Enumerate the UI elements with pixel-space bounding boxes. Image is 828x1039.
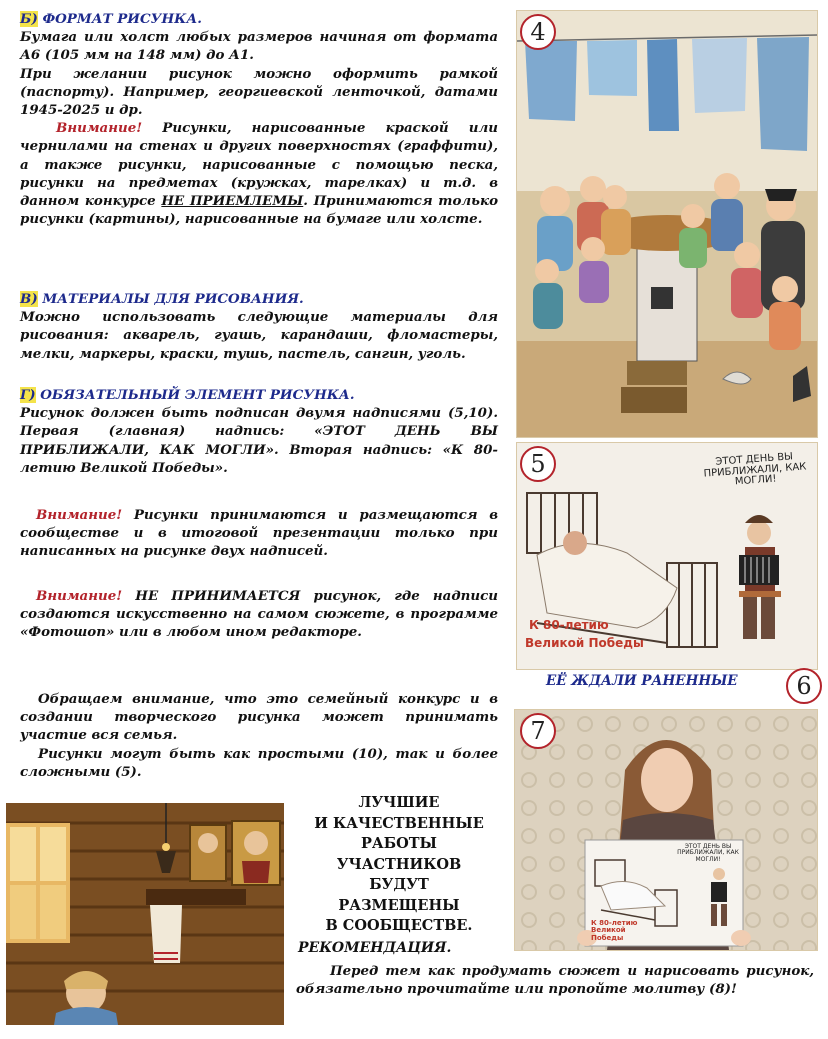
family-note-p1: Обращаем внимание, что это семейный конкурс и в создании творческого рисунка может принимать участие вся семья.: [20, 691, 498, 744]
section-v-heading: [20, 290, 498, 308]
figure-8-painting: [6, 803, 284, 1025]
section-b-paper-size: Бумага или холст любых размеров начиная от формата А6 (105 мм на 148 мм) до А1.: [20, 29, 498, 64]
section-b-frame-note: При желании рисунок можно оформить рамкой (паспорту). Например, георгиевской ленточкой, датами 1945-2025 и др.: [20, 65, 498, 119]
section-v-text: Можно использовать следующие материалы для рисования: акварель, гуашь, карандаши, фломастеры, мелки, маркеры, краски, тушь, пастель, сангин, уголь.: [20, 309, 498, 362]
section-v-title: МАТЕРИАЛЫ ДЛЯ РИСОВАНИЯ.: [37, 291, 304, 307]
warning-3-text: НЕ ПРИНИМАЕТСЯ рисунок, где надписи создаются искусственно на самом сюжете, в программе «Фотошоп» или в любом ином редакторе.: [20, 588, 498, 641]
girl-with-drawing-photo: [515, 710, 817, 950]
section-b: [20, 10, 498, 228]
section-g-prefix: Г): [20, 387, 36, 403]
figure-6-number-badge: 6: [786, 668, 822, 704]
section-v: [20, 290, 498, 363]
section-b-prefix: Б): [20, 11, 38, 27]
prayer-corner-painting: [6, 803, 284, 1025]
best-works-line: РАБОТЫ: [361, 835, 437, 852]
figure-5-inscription-top: ЭТОТ ДЕНЬ ВЫ ПРИБЛИЖАЛИ, КАК МОГЛИ!: [703, 451, 807, 488]
section-b-warning: [20, 119, 498, 228]
warning-label: Внимание!: [56, 120, 143, 137]
section-g-text: Рисунок должен быть подписан двумя надписями (5,10). Первая (главная) надпись: «ЭТОТ ДЕНЬ ВЫ ПРИБЛИЖАЛИ, КАК МОГЛИ». Вторая надпись: «К 80-летию Великой Победы».: [20, 405, 498, 476]
figure-7-inscription-top: ЭТОТ ДЕНЬ ВЫ ПРИБЛИЖАЛИ, КАК МОГЛИ!: [677, 843, 739, 863]
section-g-title: ОБЯЗАТЕЛЬНЫЙ ЭЛЕМЕНТ РИСУНКА.: [35, 387, 355, 403]
best-works-line: ЛУЧШИЕ: [358, 794, 440, 811]
figure-5-inscription-bottom-2: Великой Победы: [525, 636, 644, 650]
family-note: [20, 690, 498, 781]
figure-7-inscription-bottom: К 80-летию Великой Победы: [591, 919, 638, 942]
warning-2-label: Внимание!: [36, 507, 123, 523]
section-b-heading: [20, 10, 498, 28]
warning-2-text: Рисунки принимаются и размещаются в сообществе и в итоговой презентации только при написанных на рисунке двух надписей.: [20, 507, 498, 560]
warning-3-label: Внимание!: [36, 588, 123, 604]
warning-2: [20, 506, 498, 561]
section-b-title: ФОРМАТ РИСУНКА.: [37, 11, 202, 27]
figure-7-number-badge: 7: [520, 713, 556, 749]
not-accepted-text: НЕ ПРИЕМЛЕМЫ: [161, 193, 304, 210]
best-works-notice: [296, 793, 502, 937]
figure-4-number-badge: 4: [520, 14, 556, 50]
warning-text-a: Рисунки, нарисованные краской или чернилами на стенах и других поверхностях (граффити), а также рисунки, нарисованные с помощью песка, рисунки на предметах (кружках, тарелках) и т.д. в данном конкурсе: [20, 120, 498, 210]
section-g: [20, 386, 498, 477]
figure-4-painting: [516, 10, 818, 438]
figure-5-drawing: [516, 442, 818, 670]
section-g-heading: [20, 386, 498, 404]
figure-5-number-badge: 5: [520, 446, 556, 482]
recommendation-heading: РЕКОМЕНДАЦИЯ.: [298, 940, 452, 956]
figure-5-inscription-bottom-1: К 80-летию: [529, 618, 609, 632]
figure-6-caption: ЕЁ ЖДАЛИ РАНЕННЫЕ: [546, 673, 738, 689]
best-works-line: И КАЧЕСТВЕННЫЕ: [314, 814, 484, 832]
family-note-p2: Рисунки могут быть как простыми (10), так и более сложными (5).: [20, 745, 498, 780]
warning-3: [20, 587, 498, 642]
figure-7-photo: [514, 709, 818, 951]
section-v-prefix: В): [20, 291, 38, 307]
best-works-line: УЧАСТНИКОВ: [336, 855, 462, 873]
best-works-line: В СООБЩЕСТВЕ.: [325, 917, 473, 934]
best-works-line: БУДУТ: [369, 876, 429, 893]
warning-text-b: . Принимаются только рисунки (картины), нарисованные на бумаге или холсте.: [20, 193, 499, 228]
best-works-line: РАЗМЕЩЕНЫ: [338, 896, 460, 914]
recommendation-text: Перед тем как продумать сюжет и нарисовать рисунок, обязательно прочитайте или пропойте молитву (8)!: [296, 963, 814, 998]
village-scene-painting: [517, 11, 817, 437]
